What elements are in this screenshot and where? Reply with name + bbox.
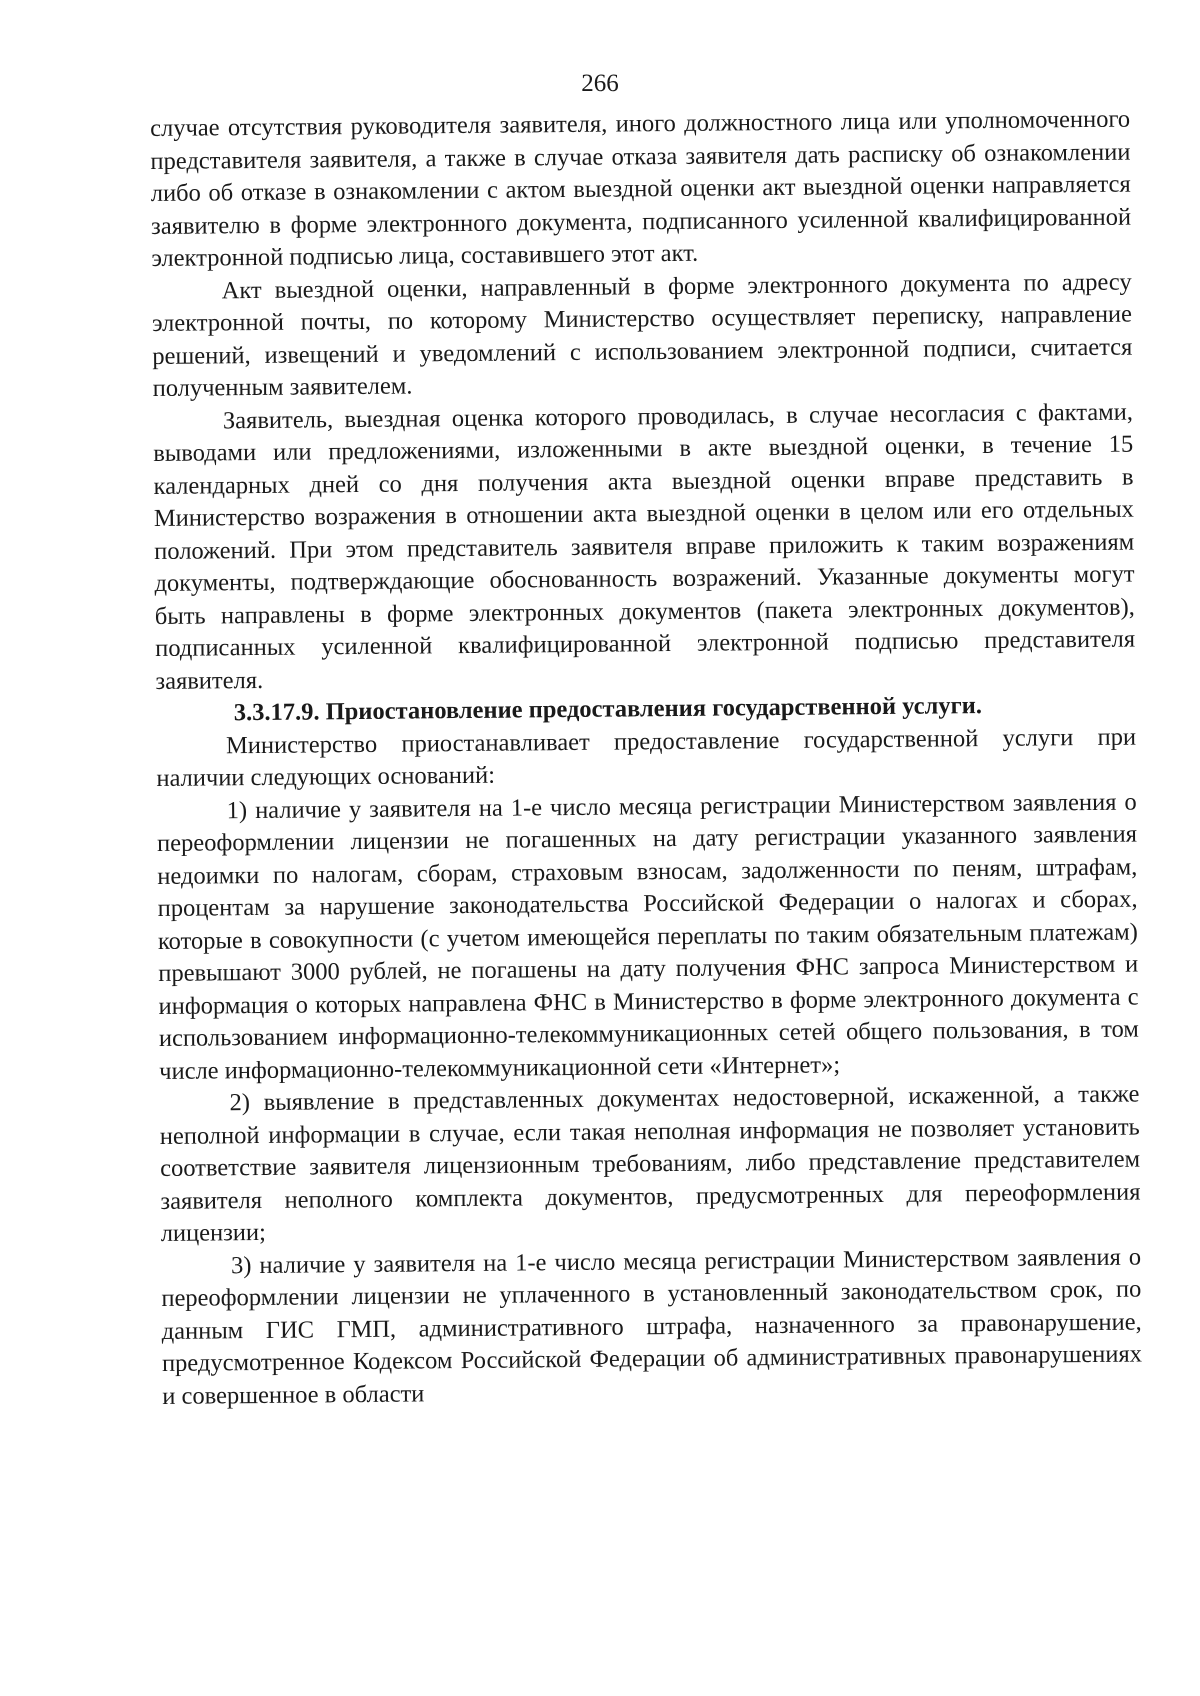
list-item-3: 3) наличие у заявителя на 1-е число месяца регистрации Министерством заявления о переоформлении лицензии не уплаченного в установленный законодательством срок, по данным ГИС ГМП, административного штрафа, назначенного за правонарушение, предусмотренное Кодексом Российской Федерации об административных правонарушениях и совершенное в области: [161, 1243, 1143, 1410]
list-item-2: 2) выявление в представленных документах недостоверной, искаженной, а также неполной информации в случае, если такая неполная информация не позволяет установить соответствие заявителя лицензионным требованиям, либо представление представителем заявителя неполного комплекта документов, предусмотренных для переоформления лицензии;: [159, 1080, 1141, 1247]
paragraph-objections: Заявитель, выездная оценка которого проводилась, в случае несогласия с фактами, выводами или предложениями, изложенными в акте выездной оценки, в течение 15 календарных дней со дня получения акта выездной оценки вправе представить в Министерство возражения в отношении акта выездной оценки в целом или его отдельных положений. При этом представитель заявителя вправе приложить к таким возражениям документы, подтверждающие обоснованность возражений. Указанные документы могут быть направлены в форме электронных документов (пакета электронных документов), подписанных усиленной квалифицированной электронной подписью представителя заявителя.: [153, 398, 1136, 695]
paragraph-suspension-intro: Министерство приостанавливает предоставление государственной услуги при наличии следующих оснований:: [156, 723, 1137, 792]
paragraph-act-sent: Акт выездной оценки, направленный в форме электронного документа по адресу электронной почты, по которому Министерство осуществляет переписку, направление решений, извещений и уведомлений с использованием электронной подписи, считается полученным заявителем.: [151, 268, 1133, 402]
document-body: [150, 104, 1142, 1413]
section-heading: 3.3.17.9. Приостановление предоставления государственной услуги.: [233, 692, 983, 727]
list-item-1: 1) наличие у заявителя на 1-е число месяца регистрации Министерством заявления о переоформлении лицензии не погашенных на дату регистрации указанного заявления недоимки по налогам, сборам, страховым взносам, задолженности по пеням, штрафам, процентам за нарушение законодательства Российской Федерации о налогах и сборах, которые в совокупности (с учетом имеющейся переплаты по таким обязательным платежам) превышают 3000 рублей, не погашены на дату получения ФНС запроса Министерством и информация о которых направлена ФНС в Министерство в форме электронного документа с использованием информационно-телекоммуникационных сетей общего пользования, в том числе информационно-телекоммуникационной сети «Интернет»;: [156, 788, 1139, 1085]
page-number: 266: [581, 70, 619, 97]
paragraph-continuation: случае отсутствия руководителя заявителя, иного должностного лица или уполномоченного представителя заявителя, а также в случае отказа заявителя дать расписку об ознакомлении либо об отказе в ознакомлении с актом выездной оценки акт выездной оценки направляется заявителю в форме электронного документа, подписанного усиленной квалифицированной электронной подписью лица, составившего этот акт.: [150, 105, 1132, 272]
